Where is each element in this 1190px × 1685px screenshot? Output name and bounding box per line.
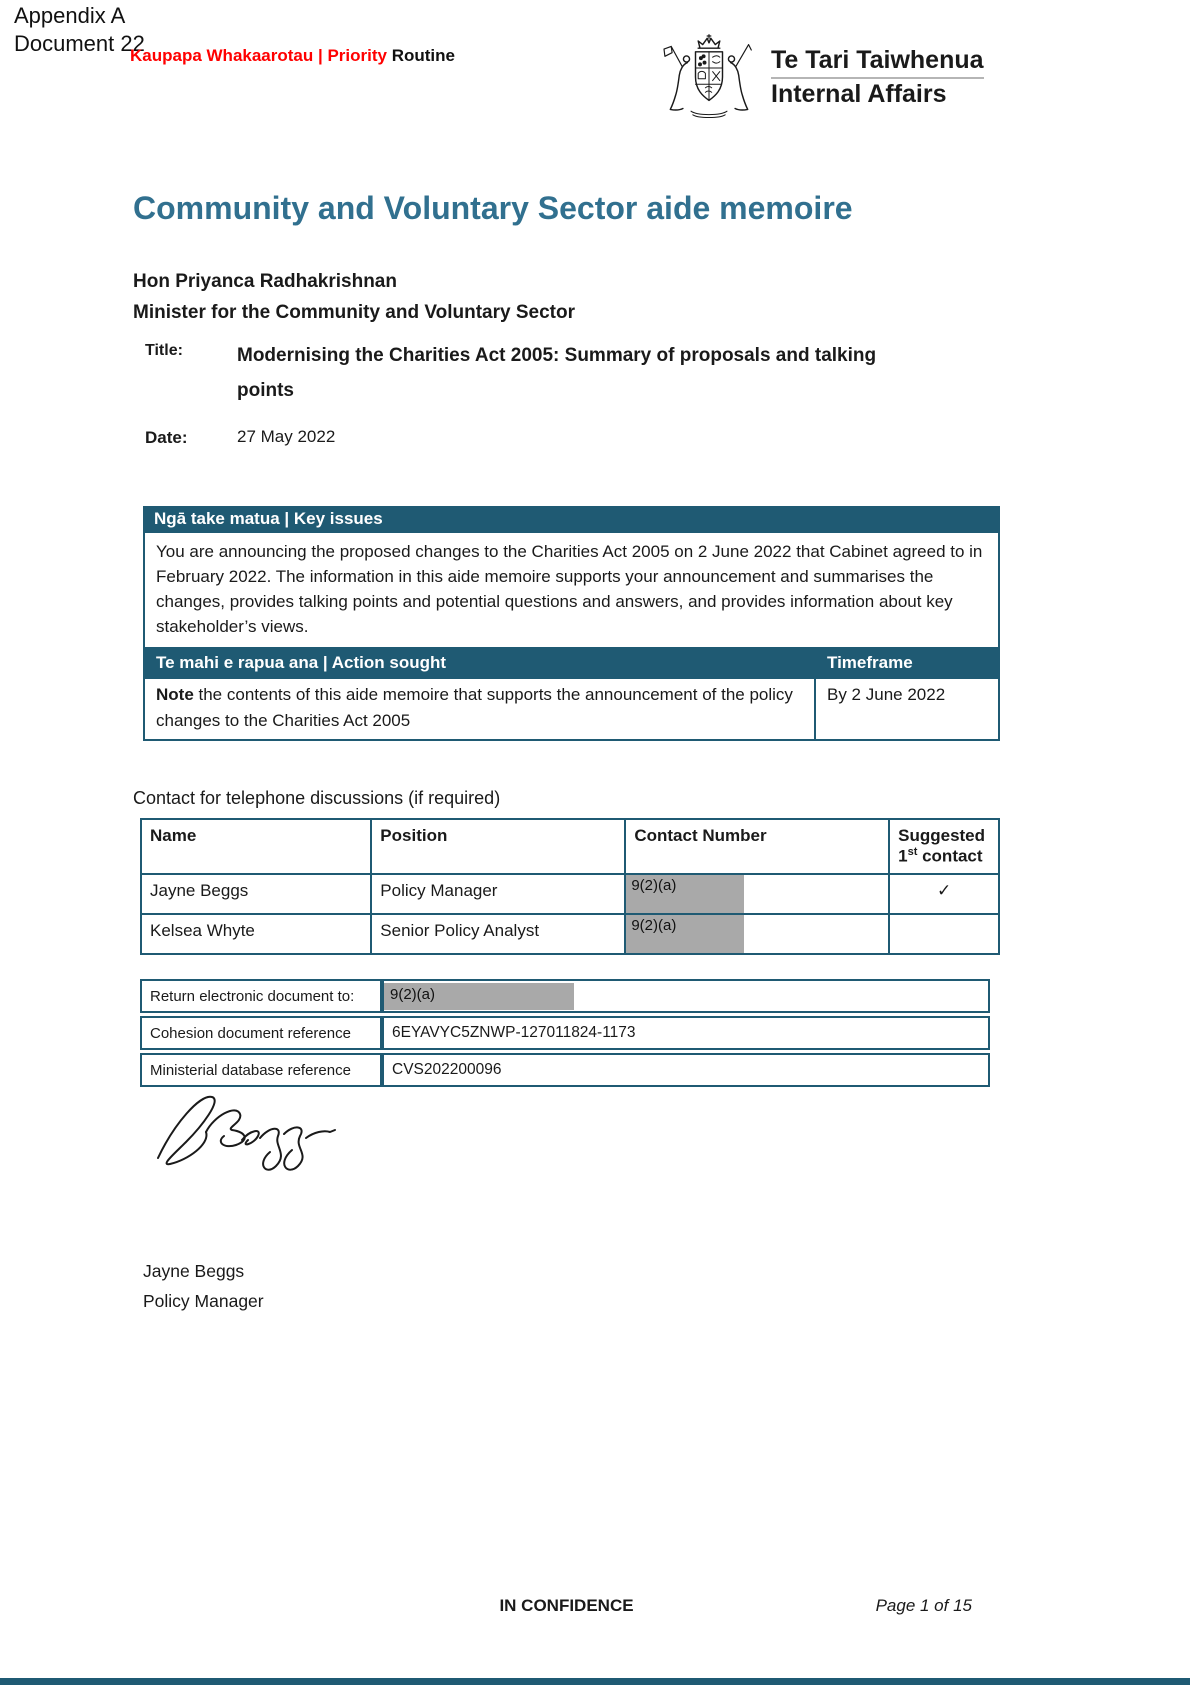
contact-position: Policy Manager: [371, 874, 625, 914]
col-suggested-sup: st: [907, 846, 918, 858]
ref-value: 6EYAVYC5ZNWP-127011824-1173: [382, 1016, 990, 1050]
table-row: [140, 979, 990, 1013]
ref-value: CVS202200096: [382, 1053, 990, 1087]
priority-label: Kaupapa Whakaarotau | Priority: [130, 46, 387, 65]
contact-table: [140, 818, 1000, 955]
page-number: Page 1 of 15: [875, 1596, 972, 1615]
classification-footer: IN CONFIDENCE: [499, 1596, 634, 1615]
redaction-box: 9(2)(a): [384, 983, 574, 1010]
title-field-value: Modernising the Charities Act 2005: Summary of proposals and talking points: [237, 345, 877, 401]
redaction-box: 9(2)(a): [626, 875, 744, 913]
col-suggested-contact: [889, 819, 999, 874]
action-header-row: [144, 649, 999, 678]
signoff-role: Policy Manager: [143, 1291, 264, 1311]
col-suggested-num: 1: [898, 846, 908, 866]
action-note-bold: Note: [156, 685, 194, 704]
ref-label: Ministerial database reference: [140, 1053, 382, 1087]
page-title: Community and Voluntary Sector aide memoire: [133, 190, 853, 226]
action-note-rest: the contents of this aide memoire that supports the announcement of the policy changes to the Charities Act 2005: [156, 685, 793, 730]
ref-value-cell: [382, 979, 990, 1013]
priority-line: [130, 46, 455, 66]
col-contact-number: Contact Number: [625, 819, 889, 874]
contact-section-heading: Contact for telephone discussions (if required): [133, 788, 501, 808]
key-issues-body: You are announcing the proposed changes to the Charities Act 2005 on 2 June 2022 that Cabinet agreed to in February 2022. The information in this aide memoire supports your announcement and summarises the changes, provides talking points and potential questions and answers, and provides information about key stakeholder’s views.: [143, 533, 1000, 649]
priority-value: Routine: [386, 46, 455, 65]
date-field-label: Date:: [145, 428, 188, 447]
signoff-block: [143, 1256, 264, 1316]
contact-name: Kelsea Whyte: [141, 914, 371, 954]
signature-image: [148, 1082, 338, 1182]
corner-annotations: [14, 2, 145, 58]
suggested-check: ✓: [889, 874, 999, 914]
table-row: [140, 1016, 990, 1050]
timeframe-heading: Timeframe: [815, 649, 999, 678]
minister-block: [133, 266, 575, 328]
timeframe-value: By 2 June 2022: [815, 678, 999, 740]
title-field-label: Title:: [145, 342, 183, 359]
references-table: [140, 976, 990, 1090]
ref-label: Cohesion document reference: [140, 1016, 382, 1050]
minister-role: Minister for the Community and Voluntary Sector: [133, 302, 575, 323]
logo-divider: [771, 77, 984, 79]
contact-name: Jayne Beggs: [141, 874, 371, 914]
suggested-check: [889, 914, 999, 954]
action-sought-table: [143, 648, 1000, 741]
col-position: Position: [371, 819, 625, 874]
date-field-value: 27 May 2022: [237, 427, 336, 446]
document-number-label: Document 22: [14, 31, 145, 56]
action-sought-heading: Te mahi e rapua ana | Action sought: [144, 649, 815, 678]
contact-header-row: [141, 819, 999, 874]
agency-logo: [655, 30, 984, 124]
contact-position: Senior Policy Analyst: [371, 914, 625, 954]
minister-name: Hon Priyanca Radhakrishnan: [133, 271, 397, 292]
signoff-name: Jayne Beggs: [143, 1261, 245, 1281]
action-body-row: [144, 678, 999, 740]
col-name: Name: [141, 819, 371, 874]
table-row: [141, 914, 999, 954]
agency-name-maori: Te Tari Taiwhenua: [771, 45, 984, 74]
agency-name: [771, 46, 984, 109]
col-suggested-rest: contact: [917, 846, 983, 866]
action-sought-text: [144, 678, 815, 740]
contact-number-cell: [625, 874, 889, 914]
key-issues-box: [143, 506, 1000, 649]
appendix-label: Appendix A: [14, 3, 126, 28]
contact-number-cell: [625, 914, 889, 954]
table-row: [141, 874, 999, 914]
bottom-accent-bar: [0, 1678, 1190, 1685]
redaction-box: 9(2)(a): [626, 915, 744, 953]
agency-name-english: Internal Affairs: [771, 79, 947, 108]
nz-coat-of-arms-icon: [655, 30, 763, 124]
key-issues-heading: Ngā take matua | Key issues: [143, 506, 1000, 533]
col-suggested-line1: Suggested: [898, 826, 986, 845]
ref-label: Return electronic document to:: [140, 979, 382, 1013]
